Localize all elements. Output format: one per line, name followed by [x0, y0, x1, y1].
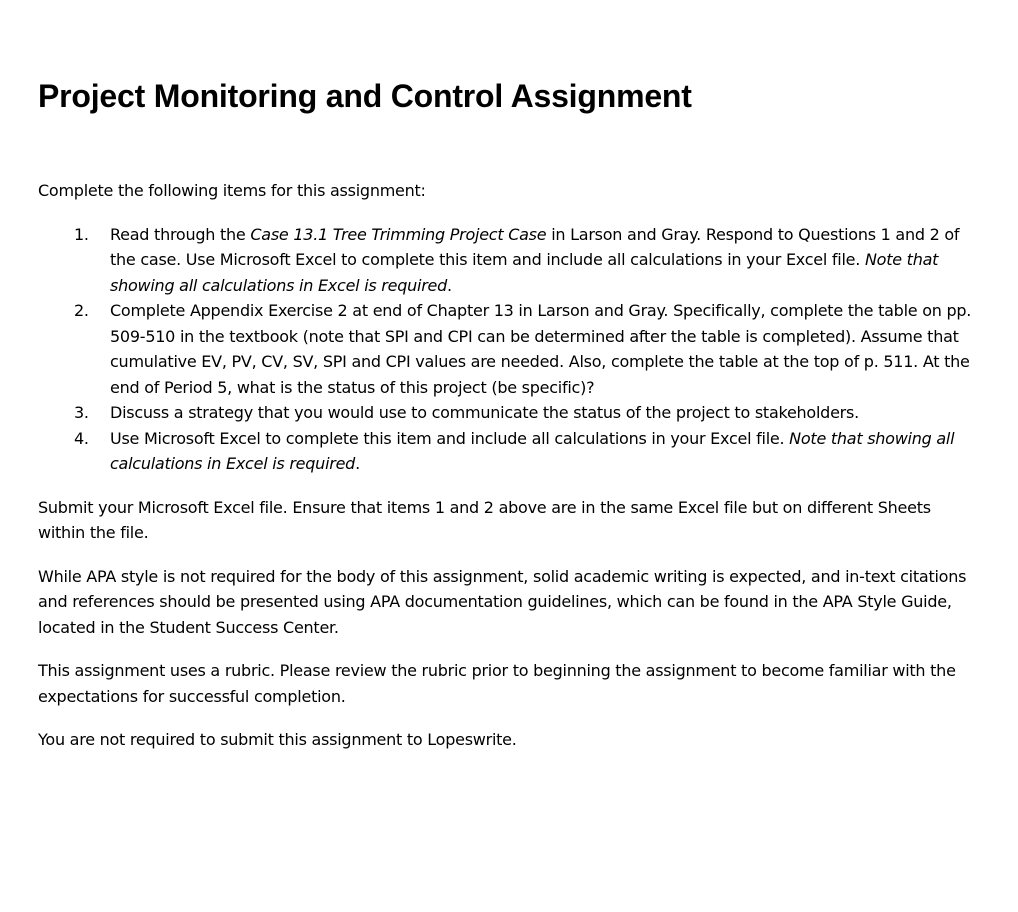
item-3-text: Discuss a strategy that you would use to communicate the status of the project to stakeholders. — [110, 403, 859, 422]
list-item-3 — [38, 400, 978, 426]
item-1-note: Note that showing all calculations in Excel is required — [110, 250, 939, 295]
list-item-number: 3. — [74, 403, 89, 422]
item-1-text-mid: in Larson and Gray. Respond to Questions 1 and 2 of the case. Use Microsoft Excel to complete this item and include all calculations in your Excel file. — [110, 224, 960, 269]
item-4-note: Note that showing all calculations in Excel is required — [110, 428, 955, 473]
list-item-number: 4. — [74, 428, 89, 448]
assignment-items-list — [38, 222, 978, 477]
list-item-number: 1. — [74, 224, 89, 244]
item-2-text: Complete Appendix Exercise 2 at end of Chapter 13 in Larson and Gray. Specifically, complete the table on pp. 509-510 in the textbook (note that SPI and CPI can be determined after the table is completed). Assume that cumulative EV, PV, CV, SV, SPI and CPI values are needed. Also, complete the table at the top of p. 511. At the end of Period 5, what is the status of this project (be specific)? — [110, 301, 972, 397]
lopeswrite-paragraph: You are not required to submit this assignment to Lopeswrite. — [38, 730, 517, 749]
list-item-2 — [38, 298, 978, 400]
item-1-text-pre: Read through the — [110, 224, 251, 244]
document-page — [38, 76, 978, 771]
submit-paragraph: Submit your Microsoft Excel file. Ensure that items 1 and 2 above are in the same Excel file but on different Sheets within the file. — [38, 497, 931, 542]
item-4-text-pre: Use Microsoft Excel to complete this item and include all calculations in your Excel file. — [110, 428, 790, 448]
item-1-text-post: . — [447, 275, 452, 295]
list-item-4 — [38, 426, 978, 477]
item-4-text-post: . — [355, 454, 360, 473]
intro-text: Complete the following items for this assignment: — [38, 181, 426, 200]
list-item-number: 2. — [74, 301, 89, 320]
item-1-case-title: Case 13.1 Tree Trimming Project Case — [250, 224, 547, 244]
rubric-paragraph: This assignment uses a rubric. Please review the rubric prior to beginning the assignment to become familiar with the expectations for successful completion. — [38, 661, 956, 706]
apa-paragraph: While APA style is not required for the body of this assignment, solid academic writing is expected, and in-text citations and references should be presented using APA documentation guidelines, which can be found in the APA Style Guide, located in the Student Success Center. — [38, 566, 967, 637]
page-title: Project Monitoring and Control Assignment — [38, 78, 692, 114]
list-item-1 — [38, 222, 978, 299]
